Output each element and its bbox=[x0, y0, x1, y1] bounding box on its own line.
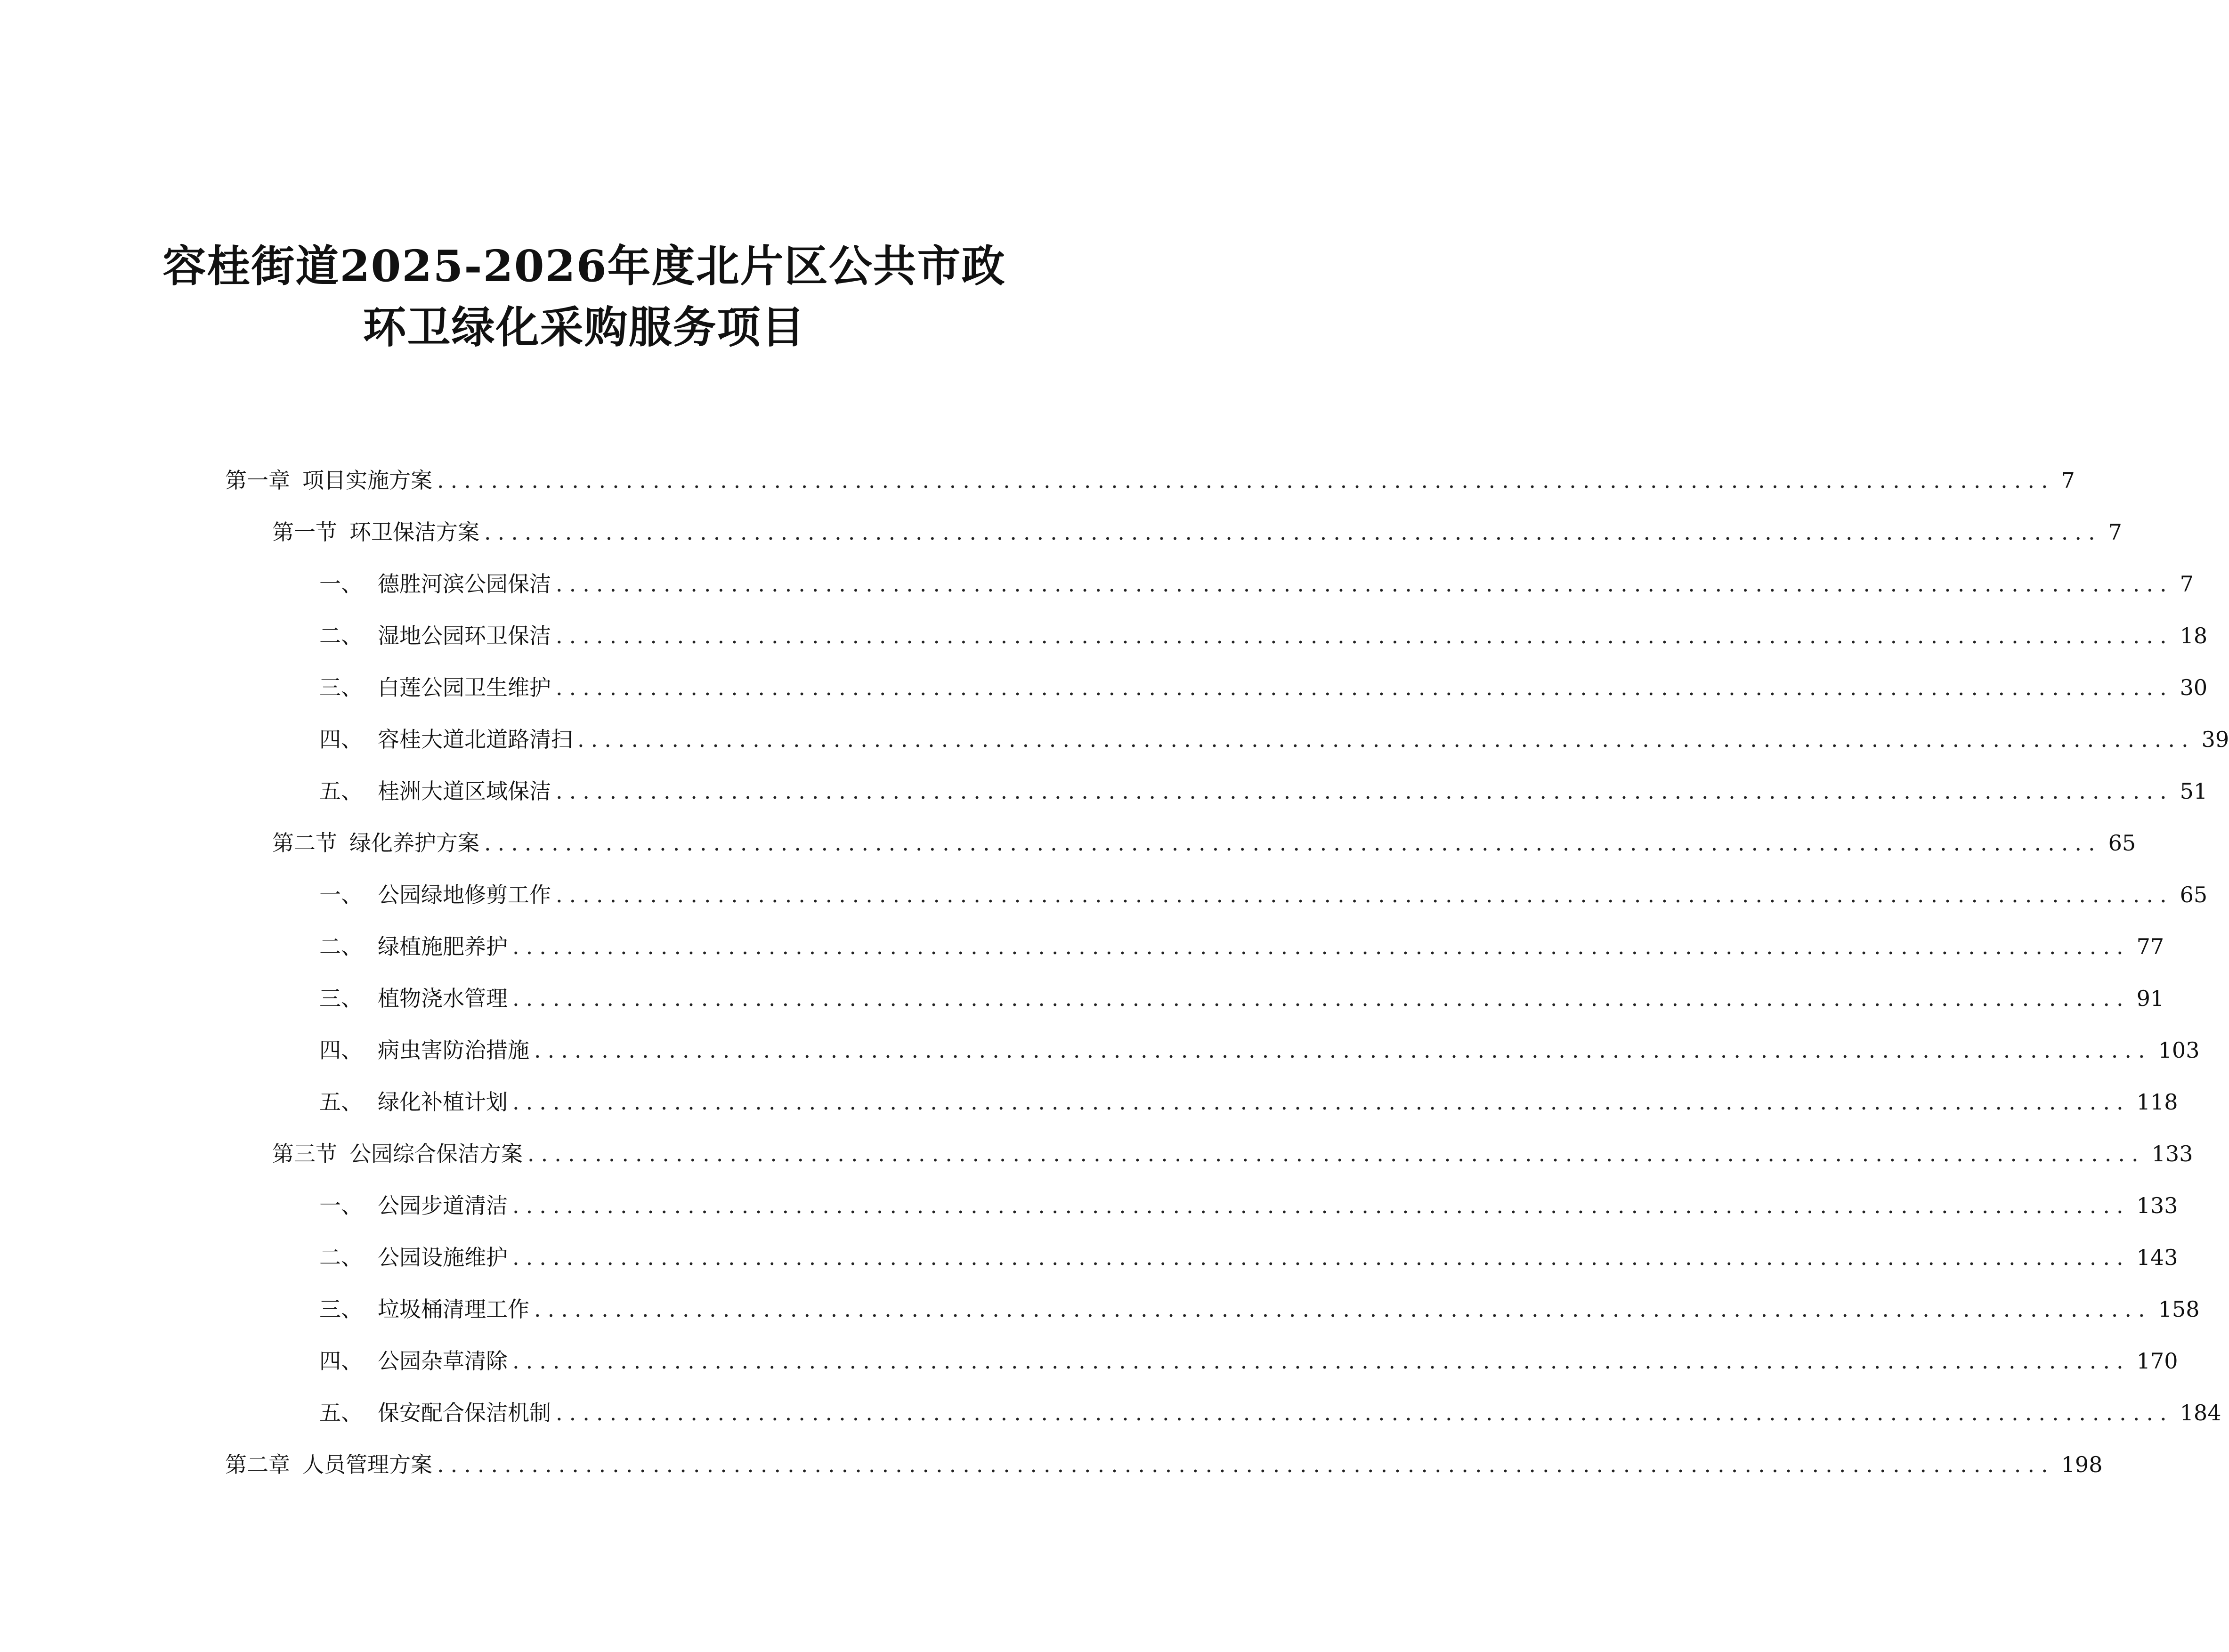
toc-entry-label bbox=[319, 1031, 529, 1069]
toc-entry[interactable] bbox=[319, 617, 2208, 655]
toc-dot-leader: ........................................................................................................................ bbox=[512, 1348, 2130, 1374]
toc-entry[interactable] bbox=[319, 1290, 2200, 1328]
toc-entry-label bbox=[319, 721, 573, 758]
toc-dot-leader: ........................................................................................................................ bbox=[556, 675, 2173, 700]
toc-entry-title: 绿化补植计划 bbox=[378, 1089, 508, 1115]
toc-entry-label bbox=[225, 462, 432, 499]
toc-page-number: 143 bbox=[2136, 1245, 2178, 1270]
toc-dot-leader: ........................................................................................................................ bbox=[512, 934, 2130, 959]
title-line-2: 环卫绿化采购服务项目 bbox=[363, 302, 806, 353]
toc-page-number: 170 bbox=[2136, 1348, 2178, 1374]
toc-page-number: 18 bbox=[2180, 623, 2208, 648]
toc-page-number: 65 bbox=[2180, 882, 2208, 907]
toc-entry[interactable] bbox=[272, 513, 2122, 551]
toc-entry[interactable] bbox=[319, 1239, 2178, 1276]
toc-entry-number: 三、 bbox=[319, 675, 363, 700]
toc-dot-leader: ........................................................................................................................ bbox=[527, 1141, 2145, 1166]
toc-entry-title: 环卫保洁方案 bbox=[349, 519, 479, 545]
toc-dot-leader: ........................................................................................................................ bbox=[556, 882, 2173, 907]
toc-page-number: 65 bbox=[2108, 830, 2136, 856]
toc-entry-label bbox=[272, 513, 479, 551]
toc-entry-label bbox=[319, 1342, 508, 1380]
toc-dot-leader: ........................................................................................................................ bbox=[556, 778, 2173, 804]
toc-page-number: 7 bbox=[2061, 468, 2075, 493]
toc-entry-title: 绿植施肥养护 bbox=[378, 934, 508, 959]
toc-entry-title: 公园杂草清除 bbox=[378, 1348, 508, 1374]
toc-entry-title: 绿化养护方案 bbox=[349, 830, 479, 856]
toc-entry-number: 五、 bbox=[319, 1400, 363, 1425]
toc-dot-leader: ........................................................................................................................ bbox=[512, 1193, 2130, 1218]
toc-page-number: 7 bbox=[2180, 571, 2194, 597]
toc-entry[interactable] bbox=[319, 928, 2164, 965]
toc-dot-leader: ........................................................................................................................ bbox=[556, 571, 2173, 597]
toc-entry-number: 四、 bbox=[319, 1348, 363, 1374]
toc-entry-number: 第一章 bbox=[225, 468, 290, 493]
toc-dot-leader: ........................................................................................................................ bbox=[577, 727, 2195, 752]
toc-entry[interactable] bbox=[319, 669, 2208, 706]
toc-entry-label bbox=[319, 876, 551, 914]
toc-dot-leader: ........................................................................................................................ bbox=[484, 519, 2102, 545]
toc-entry-title: 白莲公园卫生维护 bbox=[378, 675, 551, 700]
toc-page-number: 133 bbox=[2151, 1141, 2193, 1166]
toc-entry-title: 植物浇水管理 bbox=[378, 986, 508, 1011]
toc-entry-title: 保安配合保洁机制 bbox=[378, 1400, 551, 1425]
toc-dot-leader: ........................................................................................................................ bbox=[484, 830, 2102, 856]
toc-entry[interactable] bbox=[319, 980, 2164, 1017]
toc-entry-number: 二、 bbox=[319, 934, 363, 959]
toc-entry-number: 三、 bbox=[319, 1296, 363, 1322]
toc-dot-leader: ........................................................................................................................ bbox=[534, 1296, 2152, 1322]
toc-entry[interactable] bbox=[319, 721, 2229, 758]
toc-entry-title: 项目实施方案 bbox=[302, 468, 432, 493]
toc-dot-leader: ........................................................................................................................ bbox=[437, 1452, 2055, 1477]
toc-entry-label bbox=[319, 1239, 508, 1276]
toc-entry-title: 公园步道清洁 bbox=[378, 1193, 508, 1218]
toc-page-number: 39 bbox=[2201, 727, 2229, 752]
toc-entry-number: 五、 bbox=[319, 778, 363, 804]
toc-entry-title: 公园综合保洁方案 bbox=[349, 1141, 523, 1166]
toc-page-number: 103 bbox=[2158, 1037, 2200, 1063]
toc-entry-number: 第一节 bbox=[272, 519, 337, 545]
toc-entry-number: 五、 bbox=[319, 1089, 363, 1115]
toc-entry[interactable] bbox=[319, 1031, 2200, 1069]
toc-entry-label bbox=[272, 824, 479, 862]
toc-entry-title: 容桂大道北道路清扫 bbox=[378, 727, 573, 752]
toc-dot-leader: ........................................................................................................................ bbox=[556, 623, 2173, 648]
toc-entry-label bbox=[319, 1290, 529, 1328]
toc-page-number: 118 bbox=[2136, 1089, 2178, 1115]
toc-entry-label bbox=[319, 928, 508, 965]
toc-entry-label bbox=[319, 565, 551, 603]
toc-entry-number: 四、 bbox=[319, 1037, 363, 1063]
toc-page-number: 7 bbox=[2108, 519, 2122, 545]
toc-entry-label bbox=[319, 1083, 508, 1121]
toc-entry-label bbox=[319, 1187, 508, 1224]
toc-page-number: 133 bbox=[2136, 1193, 2178, 1218]
toc-page-number: 77 bbox=[2136, 934, 2164, 959]
toc-entry-title: 德胜河滨公园保洁 bbox=[378, 571, 551, 597]
toc-entry-number: 二、 bbox=[319, 623, 363, 648]
title-line-1: 容桂街道2025-2026年度北片区公共市政 bbox=[162, 241, 1006, 292]
toc-entry[interactable] bbox=[319, 772, 2208, 810]
toc-entry-title: 垃圾桶清理工作 bbox=[378, 1296, 529, 1322]
toc-entry[interactable] bbox=[272, 1135, 2193, 1173]
toc-entry-label bbox=[272, 1135, 523, 1173]
toc-dot-leader: ........................................................................................................................ bbox=[534, 1037, 2152, 1063]
toc-entry[interactable] bbox=[319, 876, 2208, 914]
toc-entry-number: 二、 bbox=[319, 1245, 363, 1270]
toc-entry[interactable] bbox=[319, 1187, 2178, 1224]
toc-entry-title: 湿地公园环卫保洁 bbox=[378, 623, 551, 648]
toc-entry-number: 三、 bbox=[319, 986, 363, 1011]
toc-entry-number: 四、 bbox=[319, 727, 363, 752]
toc-entry[interactable] bbox=[319, 1342, 2178, 1380]
toc-page-number: 158 bbox=[2158, 1296, 2200, 1322]
toc-entry-label bbox=[319, 980, 508, 1017]
toc-entry-number: 第二章 bbox=[225, 1452, 290, 1477]
toc-entry-label bbox=[319, 617, 551, 655]
toc-dot-leader: ........................................................................................................................ bbox=[556, 1400, 2173, 1425]
toc-entry-label bbox=[319, 1394, 551, 1432]
toc-entry[interactable] bbox=[225, 1446, 2103, 1483]
toc-page-number: 184 bbox=[2180, 1400, 2221, 1425]
document-title bbox=[0, 235, 1168, 358]
toc-entry-number: 第三节 bbox=[272, 1141, 337, 1166]
toc-entry-label bbox=[225, 1446, 432, 1483]
toc-dot-leader: ........................................................................................................................ bbox=[512, 986, 2130, 1011]
toc-page-number: 51 bbox=[2180, 778, 2208, 804]
toc-dot-leader: ........................................................................................................................ bbox=[512, 1089, 2130, 1115]
toc-page-number: 198 bbox=[2061, 1452, 2103, 1477]
toc-entry-label bbox=[319, 669, 551, 706]
toc-entry-number: 一、 bbox=[319, 1193, 363, 1218]
toc-entry-label bbox=[319, 772, 551, 810]
toc-entry[interactable] bbox=[225, 462, 2075, 499]
toc-entry[interactable] bbox=[319, 565, 2194, 603]
toc-page-number: 30 bbox=[2180, 675, 2208, 700]
toc-entry-title: 人员管理方案 bbox=[302, 1452, 432, 1477]
toc-dot-leader: ........................................................................................................................ bbox=[512, 1245, 2130, 1270]
toc-entry-title: 公园绿地修剪工作 bbox=[378, 882, 551, 907]
toc-page-number: 91 bbox=[2136, 986, 2164, 1011]
toc-entry[interactable] bbox=[319, 1394, 2221, 1432]
toc-entry[interactable] bbox=[319, 1083, 2178, 1121]
toc-entry-title: 病虫害防治措施 bbox=[378, 1037, 529, 1063]
toc-entry-number: 一、 bbox=[319, 571, 363, 597]
toc-entry-title: 公园设施维护 bbox=[378, 1245, 508, 1270]
toc-entry-number: 一、 bbox=[319, 882, 363, 907]
toc-entry[interactable] bbox=[272, 824, 2136, 862]
toc-entry-title: 桂洲大道区域保洁 bbox=[378, 778, 551, 804]
toc-dot-leader: ........................................................................................................................ bbox=[437, 468, 2055, 493]
toc-entry-number: 第二节 bbox=[272, 830, 337, 856]
